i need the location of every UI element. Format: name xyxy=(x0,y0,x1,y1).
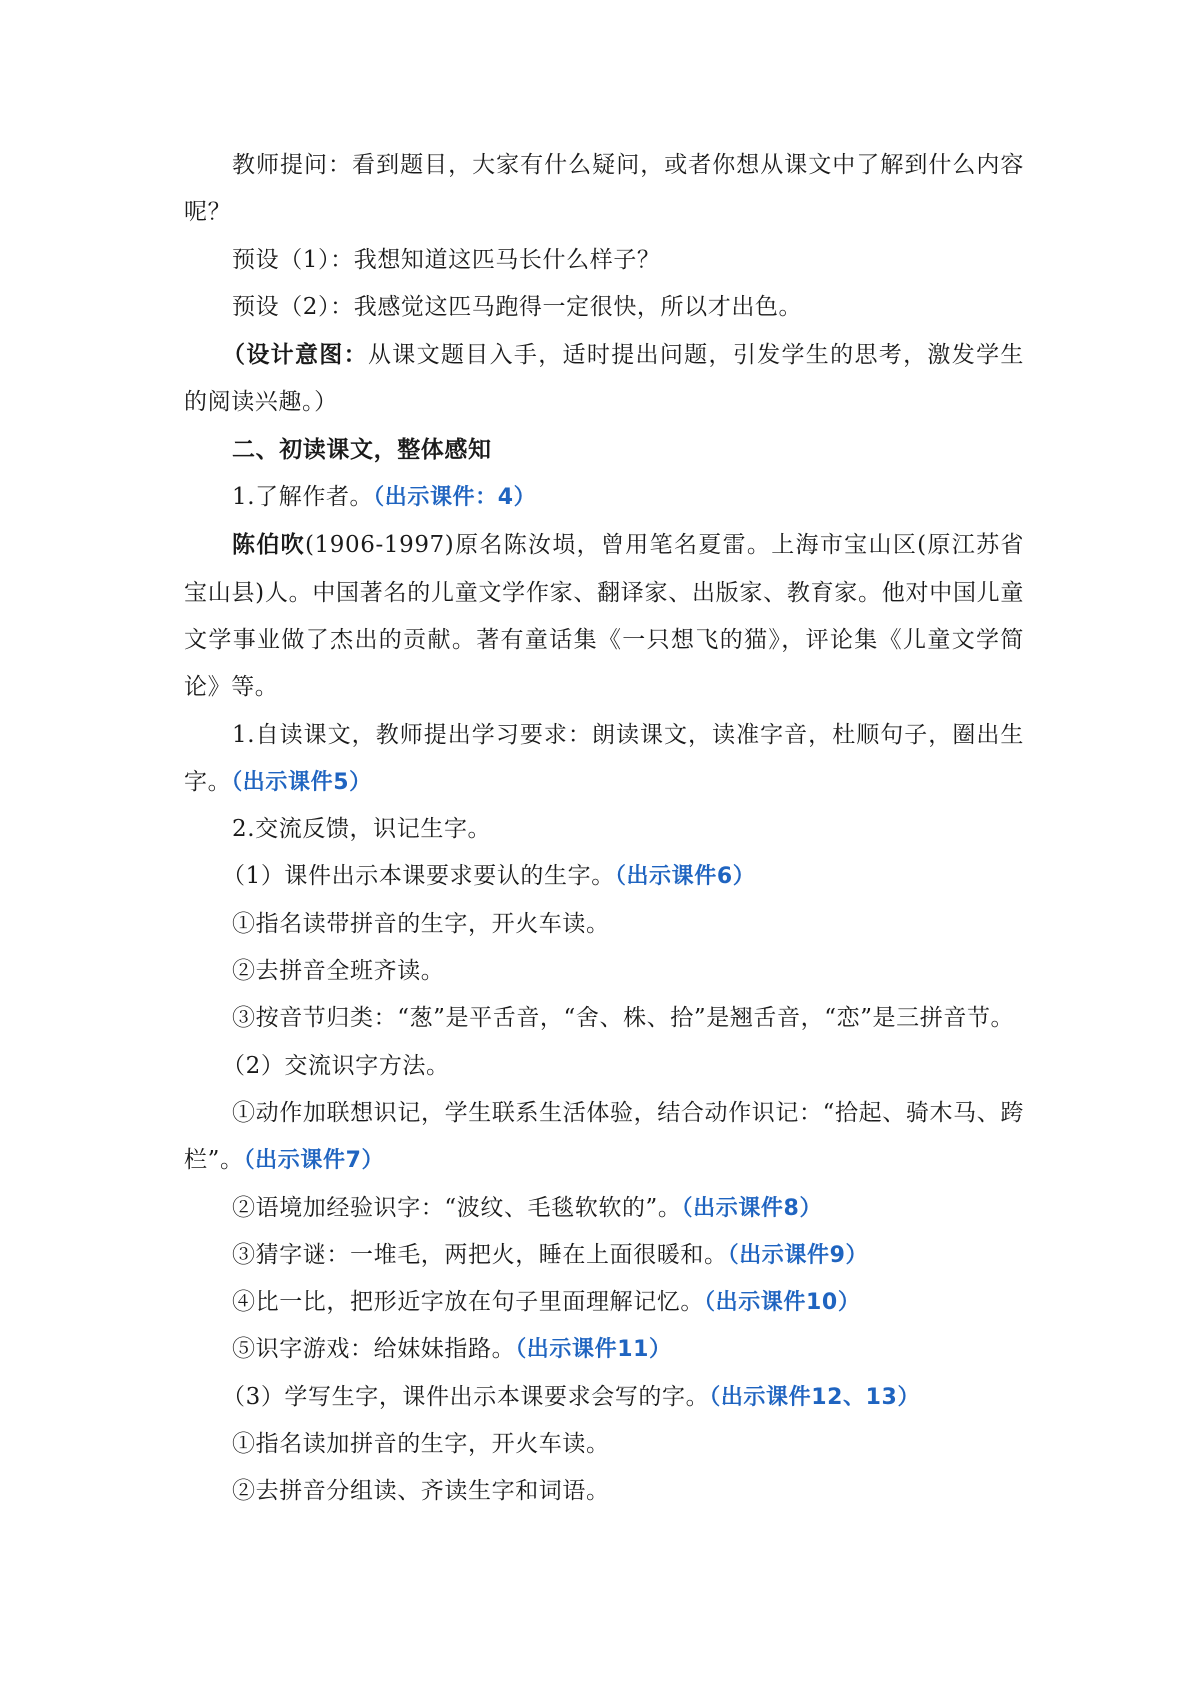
item: ②去拼音全班齐读。 xyxy=(232,958,445,985)
slide-ref: （出示课件6） xyxy=(614,864,756,890)
author-name: 陈伯吹 xyxy=(232,531,305,559)
item xyxy=(184,1090,1024,1185)
step-self-read xyxy=(184,712,1024,807)
item xyxy=(184,1279,1024,1326)
slide-ref: （出示课件：4） xyxy=(373,485,537,511)
design-intent-text: 从课文题目入手，适时提出问题，引发学生的思考，激发学生的阅读兴趣。） xyxy=(184,342,1024,416)
item: ②去拼音分组读、齐读生字和词语。 xyxy=(232,1478,610,1505)
design-intent-label: （设计意图： xyxy=(222,341,368,369)
step-feedback: 2.交流反馈，识记生字。 xyxy=(232,816,492,843)
item-text: ②语境加经验识字：“波纹、毛毯软软的”。 xyxy=(232,1194,682,1221)
item: ①指名读加拼音的生字，开火车读。 xyxy=(232,1431,610,1458)
sub-step-3-text: （3）学写生字，课件出示本课要求会写的字。 xyxy=(222,1383,710,1410)
sub-step-2: （2）交流识字方法。 xyxy=(222,1052,450,1079)
section-heading: 二、初读课文，整体感知 xyxy=(232,436,492,463)
sub-step-1-text: （1）课件出示本课要求要认的生字。 xyxy=(222,863,615,890)
design-intent xyxy=(184,331,1024,427)
slide-ref: （出示课件9） xyxy=(727,1242,869,1268)
item-text: ⑤识字游戏：给妹妹指路。 xyxy=(232,1336,516,1363)
author-bio xyxy=(184,521,1024,711)
item-text: ③猜字谜：一堆毛，两把火，睡在上面很暖和。 xyxy=(232,1241,728,1268)
lesson-content xyxy=(184,142,1024,1516)
item-text: ①动作加联想识记，学生联系生活体验，结合动作识记：“拾起、骑木马、跨栏”。 xyxy=(184,1099,1024,1174)
item: ①指名读带拼音的生字，开火车读。 xyxy=(232,910,610,937)
step-self-read-text: 1.自读课文，教师提出学习要求：朗读课文，读准字音，杜顺句子，圈出生字。 xyxy=(184,721,1024,795)
preset-2: 预设（2）：我感觉这匹马跑得一定很快，所以才出色。 xyxy=(232,293,803,320)
item xyxy=(184,1232,1024,1279)
step-author-text: 1.了解作者。 xyxy=(232,484,374,511)
slide-ref: （出示课件5） xyxy=(231,769,372,795)
preset-1: 预设（1）：我想知道这匹马长什么样子？ xyxy=(232,246,661,273)
slide-ref: （出示课件12、13） xyxy=(709,1384,921,1410)
sub-step-1 xyxy=(184,853,1024,900)
item xyxy=(184,1326,1024,1373)
slide-ref: （出示课件11） xyxy=(515,1337,672,1363)
slide-ref: （出示课件8） xyxy=(681,1195,823,1221)
author-bio-text: (1906-1997)原名陈汝埙，曾用笔名夏雷。上海市宝山区(原江苏省宝山县)人。中国著名的儿童文学作家、翻译家、出版家、教育家。他对中国儿童文学事业做了杰出的贡献。著有童话集《一只想飞的猫》，评论集《儿童文学简论》等。 xyxy=(184,532,1024,701)
item-text: ④比一比，把形近字放在句子里面理解记忆。 xyxy=(232,1289,704,1316)
item xyxy=(184,1185,1024,1232)
slide-ref: （出示课件10） xyxy=(704,1290,861,1316)
step-author xyxy=(184,474,1024,521)
item: ③按音节归类：“葱”是平舌音，“舍、株、拾”是翘舌音，“恋”是三拼音节。 xyxy=(232,1005,1015,1032)
teacher-question: 教师提问：看到题目，大家有什么疑问，或者你想从课文中了解到什么内容呢？ xyxy=(184,152,1024,226)
sub-step-3 xyxy=(184,1374,1024,1421)
slide-ref: （出示课件7） xyxy=(243,1148,385,1174)
